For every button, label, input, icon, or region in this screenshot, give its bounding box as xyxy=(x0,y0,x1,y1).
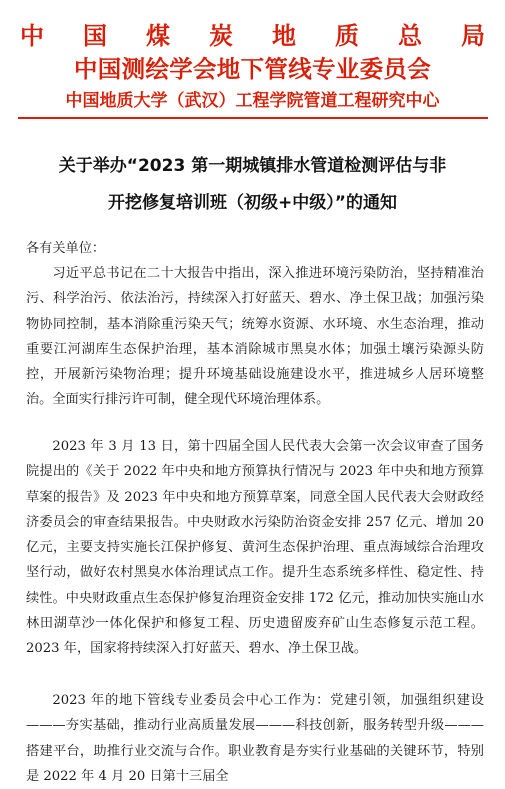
org-1-char: 地 xyxy=(272,22,296,50)
notice-title-line-1: 关于举办“2023 第一期城镇排水管道检测评估与非 xyxy=(58,156,447,176)
org-1-char: 煤 xyxy=(146,22,170,50)
org-1-char: 中 xyxy=(20,22,44,50)
letterhead-org-1 xyxy=(0,16,505,51)
body-paragraph-1: 习近平总书记在二十大报告中指出，深入推进环境污染防治，坚持精准治污、科学治污、依法治污，持续深入打好蓝天、碧水、净土保卫战；加强污染物协同控制，基本消除重污染天气；统筹水资源、水环境、水生态治理，推动重要江河湖库生态保护治理，基本消除城市黑臭水体；加强土壤污染源头防控，开展新污染物治理；提升环境基础设施建设水平，推进城乡人居环境整治。全面实行排污许可制，健全现代环境治理体系。 xyxy=(26,266,484,408)
org-1-char: 局 xyxy=(461,22,485,50)
letterhead-divider xyxy=(18,117,488,119)
org-1-char: 炭 xyxy=(209,22,233,50)
salutation: 各有关单位： xyxy=(26,241,106,256)
org-1-char: 国 xyxy=(83,22,107,50)
body-paragraph-2: 2023 年 3 月 13 日，第十四届全国人民代表大会第一次会议审查了国务院提出的《关于 2022 年中央和地方预算执行情况与 2023 年中央和地方预算草案的报告》及 2023 年中央和地方预算草案，同意全国人民代表大会财政经济委员会的审查结果报告。中央财政水污染防治资金安排 257 亿元、增加 20 亿元，主要支持实施长江保护修复、黄河生态保护治理、重点海域综合治理攻坚行动，做好农村黑臭水体治理试点工作。提升生态系统多样性、稳定性、持续性。中央财政重点生态保护修复治理资金安排 172 亿元，推动加快实施山水林田湖草沙一体化保护和修复工程、历史遗留废弃矿山生态修复示范工程。2023 年，国家将持续深入打好蓝天、碧水、净土保卫战。 xyxy=(26,439,484,657)
org-1-char: 总 xyxy=(398,22,422,50)
body-paragraph-3: 2023 年的地下管线专业委员会中心工作为：党建引领，加强组织建设———夯实基础，推动行业高质量发展———科技创新，服务转型升级———搭建平台，助推行业交流与合作。职业教育是夯实行业基础的关键环节，特别是 2022 年 4 月 20 日第十三届全 xyxy=(26,693,484,784)
notice-title-line-2: 开挖修复培训班（初级+中级）”的通知 xyxy=(108,193,397,213)
letterhead-org-3: 中国地质大学（武汉）工程学院管道工程研究中心 xyxy=(65,91,440,111)
letterhead-org-2: 中国测绘学会地下管线专业委员会 xyxy=(74,55,431,83)
org-1-char: 质 xyxy=(335,22,359,50)
